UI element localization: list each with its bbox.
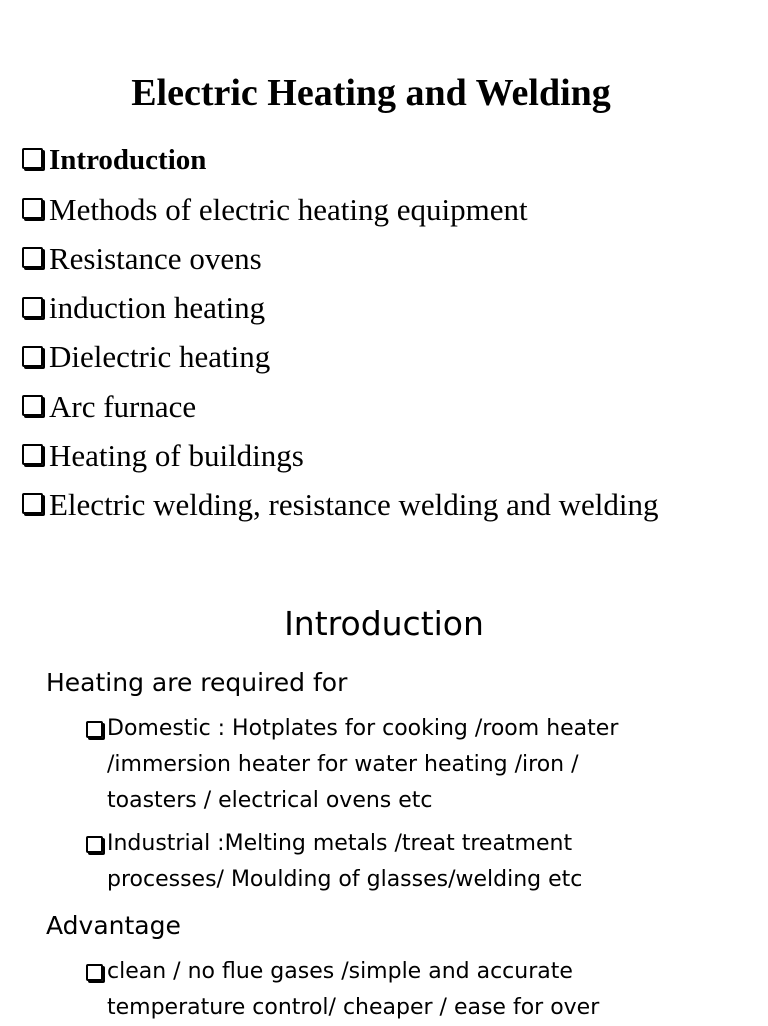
- list-item: [22, 333, 658, 382]
- checkbox-bullet-icon: [22, 297, 43, 318]
- slide-title: Electric Heating and Welding: [131, 72, 611, 114]
- slide-introduction: [0, 560, 768, 1024]
- list-item: [22, 136, 658, 185]
- list-item-label: Dielectric heating: [49, 339, 271, 375]
- checkbox-bullet-icon: [22, 198, 43, 219]
- topic-list: [22, 136, 658, 530]
- list-item-label: Introduction: [49, 144, 207, 177]
- list-item: [22, 284, 658, 333]
- list-item-label: Resistance ovens: [49, 240, 262, 276]
- bullet-advantage-text: clean / no flue gases /simple and accurate temperature control/ cheaper / ease for over: [107, 959, 600, 1020]
- checkbox-bullet-icon: [22, 395, 43, 416]
- list-item: [22, 234, 658, 283]
- list-item-label: Heating of buildings: [49, 437, 304, 473]
- list-item-label: Methods of electric heating equipment: [49, 191, 528, 227]
- checkbox-bullet-icon: [22, 493, 43, 514]
- list-item: [22, 382, 658, 431]
- bullet-industrial: [86, 826, 582, 898]
- checkbox-bullet-icon: [86, 964, 103, 981]
- slide-heading: Introduction: [284, 604, 484, 643]
- checkbox-bullet-icon: [22, 148, 43, 169]
- checkbox-bullet-icon: [22, 346, 43, 367]
- list-item-label: Electric welding, resistance welding and welding: [49, 486, 659, 522]
- checkbox-bullet-icon: [22, 444, 43, 465]
- bullet-industrial-text: Industrial :Melting metals /treat treatment processes/ Moulding of glasses/welding etc: [107, 831, 583, 892]
- list-item: [22, 185, 658, 234]
- checkbox-bullet-icon: [22, 247, 43, 268]
- bullet-domestic: [86, 711, 618, 819]
- subheading-advantage: Advantage: [46, 911, 181, 940]
- checkbox-bullet-icon: [86, 836, 103, 853]
- list-item: [22, 431, 658, 480]
- bullet-domestic-text: Domestic : Hotplates for cooking /room heater /immersion heater for water heating /iron / toasters / electrical ovens etc: [107, 716, 619, 813]
- list-item: [22, 480, 658, 529]
- subheading-required-for: Heating are required for: [46, 668, 348, 697]
- checkbox-bullet-icon: [86, 721, 103, 738]
- bullet-advantage: [86, 954, 599, 1026]
- list-item-label: induction heating: [49, 290, 266, 326]
- list-item-label: Arc furnace: [49, 388, 197, 424]
